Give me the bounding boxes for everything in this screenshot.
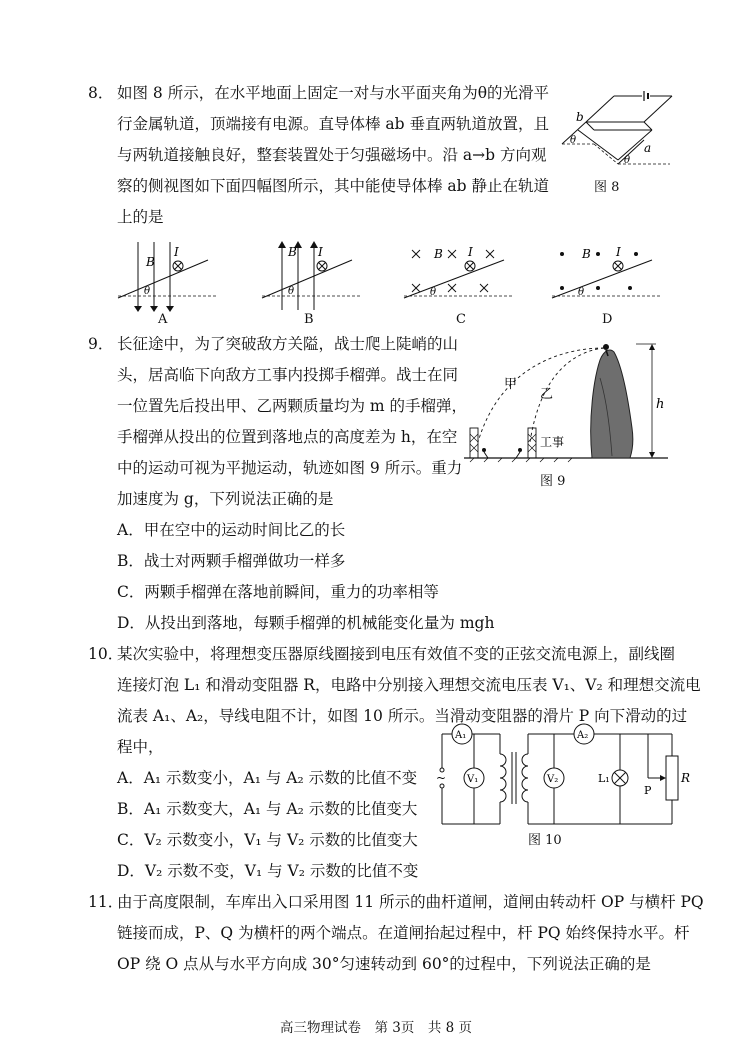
choice-d-current-label: I (616, 245, 621, 259)
q8-line-5: 上的是 (117, 208, 164, 226)
figure-10-caption: 图 10 (528, 833, 562, 848)
choice-b-angle-label: θ (288, 286, 295, 297)
figure-10-label-a2: A₂ (577, 730, 589, 741)
choice-a-angle-label: θ (144, 286, 151, 297)
choice-c-letter: C (456, 312, 466, 327)
page-footer: 高三物理试卷 第 3页 共 8 页 (279, 1020, 473, 1036)
q11-number: 11． (88, 893, 124, 911)
q10-number: 10． (88, 645, 124, 663)
q10-option-b: B．A₁ 示数变大，A₁ 与 A₂ 示数的比值变大 (117, 800, 418, 818)
figure-10-source-symbol: ~ (436, 771, 447, 785)
q10-option-d: D．V₂ 示数不变，V₁ 与 V₂ 示数的比值不变 (117, 862, 419, 880)
figure-9-caption: 图 9 (540, 474, 566, 489)
figure-10-label-l1: L₁ (598, 772, 610, 785)
q9-option-b: B．战士对两颗手榴弹做功一样多 (117, 552, 346, 570)
choice-b-diagram (262, 240, 372, 315)
choice-c-current-label: I (468, 245, 473, 259)
q9-option-d: D．从投出到落地，每颗手榴弹的机械能变化量为 mgh (117, 614, 495, 632)
figure-9-label-h: h (656, 397, 665, 412)
choice-d-diagram (552, 240, 672, 315)
q10-line-3: 流表 A₁、A₂，导线电阻不计，如图 10 所示。当滑动变阻器的滑片 P 向下滑动的过 (117, 707, 688, 725)
figure-9-label-jia: 甲 (504, 377, 518, 392)
q11-line-1: 由于高度限制，车库出入口采用图 11 所示的曲杆道闸，道闸由转动杆 OP 与横杆 PQ (117, 893, 704, 911)
figure-8-caption: 图 8 (594, 180, 620, 195)
figure-8-label-a: a (644, 141, 652, 155)
q10-line-2: 连接灯泡 L₁ 和滑动变阻器 R，电路中分别接入理想交流电压表 V₁、V₂ 和理想交流电 (117, 676, 701, 694)
figure-8-theta-1: θ (570, 135, 577, 146)
figure-8-theta-2: θ (624, 155, 631, 166)
q8-line-1: 如图 8 所示，在水平地面上固定一对与水平面夹角为θ的光滑平 (117, 84, 550, 102)
choice-a-field-label: B (146, 255, 155, 269)
choice-a-diagram (118, 240, 228, 315)
choice-a-letter: A (158, 312, 168, 327)
q8-line-3: 与两轨道接触良好，整套装置处于匀强磁场中。沿 a→b 方向观 (117, 146, 547, 164)
q9-line-4: 手榴弹从投出的位置到落地点的高度差为 h，在空 (117, 428, 458, 446)
q10-option-c: C．V₂ 示数变小，V₁ 与 V₂ 示数的比值变大 (117, 831, 418, 849)
q8-line-2: 行金属轨道，顶端接有电源。直导体棒 ab 垂直两轨道放置，且 (117, 115, 550, 133)
choice-d-angle-label: θ (578, 287, 585, 298)
choice-d-letter: D (602, 312, 613, 327)
figure-10-label-v2: V₂ (547, 774, 559, 785)
q9-number: 9． (88, 335, 114, 353)
figure-10-label-r: R (681, 771, 691, 785)
figure-9-projectile-diagram (460, 338, 670, 468)
q9-line-2: 头，居高临下向敌方工事内投掷手榴弹。战士在同 (117, 366, 459, 384)
figure-10-circuit-diagram (430, 720, 691, 832)
q10-option-a: A．A₁ 示数变小，A₁ 与 A₂ 示数的比值不变 (117, 769, 418, 787)
choice-b-field-label: B (288, 245, 297, 259)
q10-line-4: 程中， (117, 738, 164, 756)
q9-line-1: 长征途中，为了突破敌方关隘，战士爬上陡峭的山 (117, 335, 459, 353)
q10-line-1: 某次实验中，将理想变压器原线圈接到电压有效值不变的正弦交流电源上，副线圈 (117, 645, 676, 663)
q9-line-5: 中的运动可视为平抛运动，轨迹如图 9 所示。重力 (117, 459, 463, 477)
figure-10-label-v1: V₁ (467, 774, 479, 785)
choice-a-current-label: I (174, 245, 179, 259)
choice-b-letter: B (304, 312, 314, 327)
q9-line-3: 一位置先后投出甲、乙两颗质量均为 m 的手榴弹， (117, 397, 468, 415)
figure-9-label-gongshi: 工事 (540, 435, 565, 449)
q11-line-2: 链接而成，P、Q 为横杆的两个端点。在道闸抬起过程中，杆 PQ 始终保持水平。杆 (117, 924, 690, 942)
choice-d-field-label: B (582, 247, 591, 261)
figure-10-label-p: P (644, 784, 652, 797)
q8-number: 8． (88, 84, 114, 102)
q9-option-a: A．甲在空中的运动时间比乙的长 (117, 521, 346, 539)
q9-line-6: 加速度为 g，下列说法正确的是 (117, 490, 334, 508)
figure-9-label-yi: 乙 (540, 387, 554, 402)
q9-option-c: C．两颗手榴弹在落地前瞬间，重力的功率相等 (117, 583, 439, 601)
choice-c-diagram (404, 240, 524, 315)
choice-b-current-label: I (318, 245, 323, 259)
choice-c-angle-label: θ (430, 287, 437, 298)
figure-8-rails-diagram (558, 92, 680, 172)
q8-line-4: 察的侧视图如下面四幅图所示，其中能使导体棒 ab 静止在轨道 (117, 177, 550, 195)
figure-8-label-b: b (576, 110, 584, 124)
q11-line-3: OP 绕 O 点从与水平方向成 30°匀速转动到 60°的过程中，下列说法正确的是 (117, 955, 651, 973)
choice-c-field-label: B (434, 247, 443, 261)
figure-10-label-a1: A₁ (455, 730, 467, 741)
